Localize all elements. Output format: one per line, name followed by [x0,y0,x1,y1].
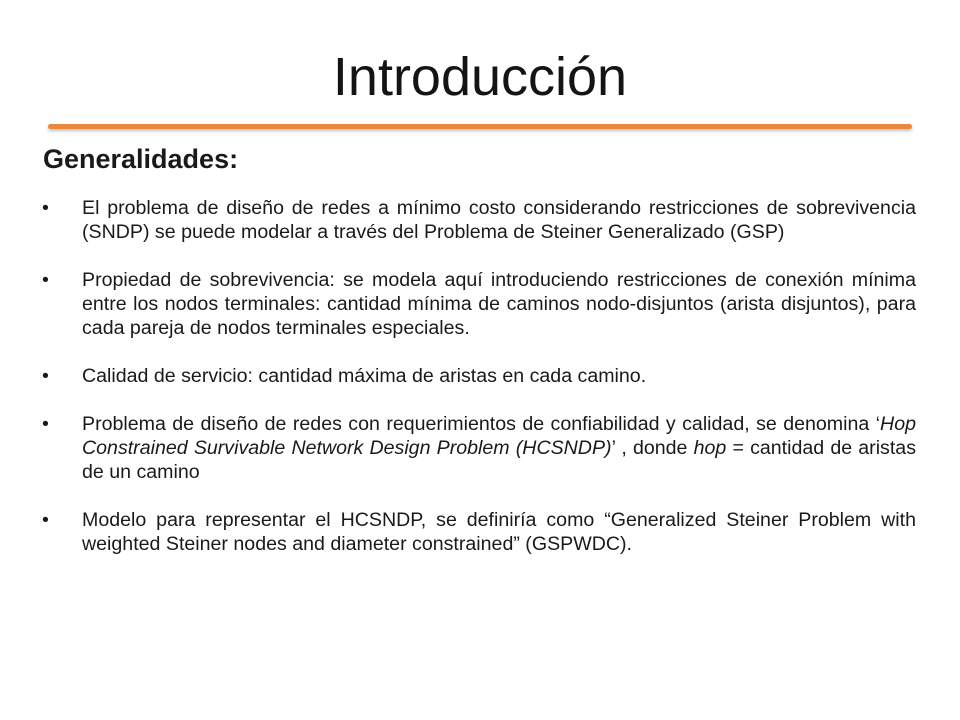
bullet-text [82,413,916,483]
slide-title: Introducción [332,47,628,107]
bullet-text: Calidad de servicio: cantidad máxima de aristas en cada camino. [82,365,647,387]
bullet-item-sobrevivencia [42,268,916,340]
bullet-text: El problema de diseño de redes a mínimo costo considerando restricciones de sobrevivencia (SNDP) se puede modelar a través del Problema de Steiner Generalizado (GSP) [82,197,916,243]
bullet-text: Modelo para representar el HCSNDP, se definiría como “Generalized Steiner Problem with weighted Steiner nodes and diameter constrained” (GSPWDC). [82,509,916,555]
bullet-item-calidad [42,364,916,388]
bullet-text-part: = cantidad de aristas de un camino [82,437,916,483]
bullet-text-part: Problema de diseño de redes con requerimientos de confiabilidad y calidad, se denomina ‘ [82,413,881,435]
bullet-text-italic: hop [693,437,727,459]
bullet-icon: • [42,509,49,531]
bullet-icon: • [42,269,49,291]
bullet-icon: • [42,197,49,219]
section-heading: Generalidades: [43,144,239,174]
bullet-item-modelo [42,508,916,556]
bullet-text-part: ’ , donde [611,437,694,459]
bullet-text-italic: Hop Constrained Survivable Network Design Problem (HCSNDP) [82,413,916,459]
bullet-icon: • [42,365,49,387]
bullet-text: Propiedad de sobrevivencia: se modela aquí introduciendo restricciones de conexión mínima entre los nodos terminales: cantidad mínima de caminos nodo-disjuntos (arista disjuntos), para cada pareja de nodos terminales especiales. [82,269,916,339]
bullet-item-hcsndp [42,412,916,484]
bullet-item-sndp [42,196,916,244]
bullet-list [42,196,916,580]
bullet-icon: • [42,413,49,435]
title-divider [48,124,912,129]
